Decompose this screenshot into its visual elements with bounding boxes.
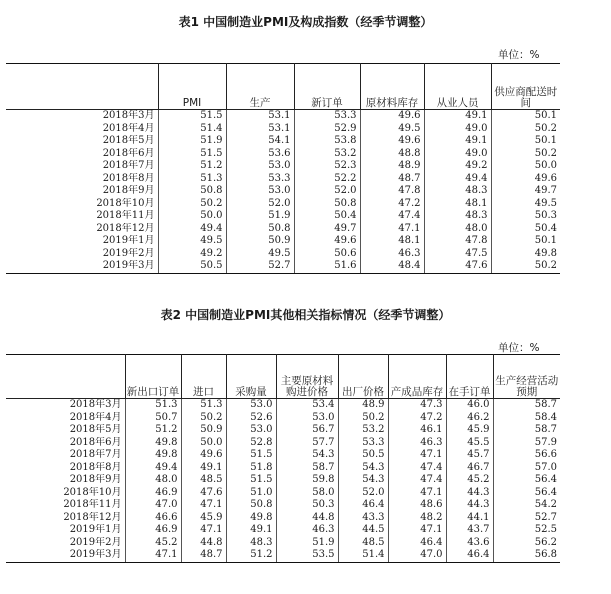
table-cell: 47.1 — [388, 449, 446, 462]
table-cell: 45.2 — [125, 537, 181, 550]
table-cell: 52.7 — [226, 260, 294, 273]
table-cell: 58.7 — [276, 462, 338, 475]
table-cell: 50.2 — [491, 123, 560, 136]
table-cell: 48.1 — [360, 235, 424, 248]
table-cell: 58.7 — [493, 399, 560, 412]
table-cell: 49.2 — [158, 248, 226, 261]
row-month-cell: 2018年4月 — [6, 412, 125, 425]
table-cell: 53.8 — [294, 135, 360, 148]
table-cell: 49.6 — [360, 110, 424, 123]
table-row — [6, 173, 560, 186]
table-cell: 47.0 — [125, 499, 181, 512]
table-cell: 50.1 — [491, 110, 560, 123]
row-month-cell: 2018年8月 — [6, 173, 158, 186]
table-cell: 58.0 — [276, 487, 338, 500]
table-row — [6, 160, 560, 173]
table-cell: 46.9 — [125, 524, 181, 537]
table-cell: 51.9 — [158, 135, 226, 148]
table-cell: 57.7 — [276, 437, 338, 450]
table-row — [6, 210, 560, 223]
table-cell: 53.6 — [226, 148, 294, 161]
table-cell: 52.0 — [226, 198, 294, 211]
table-cell: 58.7 — [493, 424, 560, 437]
table-row — [6, 449, 560, 462]
table-cell: 50.9 — [226, 235, 294, 248]
table1-col-header: 从业人员 — [424, 64, 491, 110]
table-cell: 49.6 — [491, 173, 560, 186]
table-cell: 52.7 — [493, 512, 560, 525]
table-cell: 51.0 — [226, 487, 276, 500]
table-cell: 51.8 — [226, 462, 276, 475]
table1-col-header: 供应商配送时间 — [491, 64, 560, 110]
table-cell: 46.1 — [388, 424, 446, 437]
row-month-cell: 2019年2月 — [6, 248, 158, 261]
table-cell: 54.3 — [338, 462, 388, 475]
table-cell: 48.1 — [424, 198, 491, 211]
table-cell: 49.1 — [181, 462, 226, 475]
table-cell: 44.1 — [446, 512, 493, 525]
table-cell: 54.2 — [493, 499, 560, 512]
table-row — [6, 148, 560, 161]
table-cell: 50.0 — [158, 210, 226, 223]
table-row — [6, 537, 560, 550]
table-cell: 46.7 — [446, 462, 493, 475]
table-cell: 48.5 — [181, 474, 226, 487]
table-cell: 44.5 — [338, 524, 388, 537]
table-cell: 52.3 — [294, 160, 360, 173]
table1-unit: 单位：% — [498, 49, 540, 61]
table-cell: 49.8 — [226, 512, 276, 525]
table-cell: 53.0 — [226, 399, 276, 412]
table-row — [6, 499, 560, 512]
table-cell: 52.6 — [226, 412, 276, 425]
table-cell: 51.4 — [338, 549, 388, 562]
table-cell: 47.1 — [388, 524, 446, 537]
table-cell: 54.3 — [338, 474, 388, 487]
table-cell: 51.2 — [226, 549, 276, 562]
table-cell: 52.9 — [294, 123, 360, 136]
row-month-cell: 2018年11月 — [6, 499, 125, 512]
table2-col-header: 出厂价格 — [338, 355, 388, 399]
table-cell: 51.9 — [276, 537, 338, 550]
row-month-cell: 2018年11月 — [6, 210, 158, 223]
table-cell: 57.0 — [493, 462, 560, 475]
table-cell: 47.2 — [360, 198, 424, 211]
table2-col-header: 在手订单 — [446, 355, 493, 399]
table-row — [6, 110, 560, 123]
table-cell: 49.4 — [158, 223, 226, 236]
table-cell: 54.1 — [226, 135, 294, 148]
row-month-cell: 2018年12月 — [6, 223, 158, 236]
table2 — [6, 354, 560, 563]
row-month-cell: 2018年10月 — [6, 198, 158, 211]
table2-col-header: 采购量 — [226, 355, 276, 399]
table-row — [6, 474, 560, 487]
table-cell: 49.8 — [491, 248, 560, 261]
table-cell: 50.4 — [294, 210, 360, 223]
row-month-cell: 2018年5月 — [6, 424, 125, 437]
table-cell: 45.9 — [446, 424, 493, 437]
table-cell: 50.2 — [491, 260, 560, 273]
table-cell: 44.8 — [276, 512, 338, 525]
table-cell: 45.5 — [446, 437, 493, 450]
table-cell: 50.1 — [491, 135, 560, 148]
table-cell: 53.0 — [226, 160, 294, 173]
table-cell: 48.7 — [181, 549, 226, 562]
table-row — [6, 260, 560, 273]
table-cell: 51.3 — [158, 173, 226, 186]
row-month-cell: 2018年9月 — [6, 474, 125, 487]
row-month-cell: 2019年1月 — [6, 524, 125, 537]
table-cell: 49.7 — [491, 185, 560, 198]
table-cell: 56.2 — [493, 537, 560, 550]
table-cell: 51.5 — [158, 148, 226, 161]
table-cell: 48.2 — [388, 512, 446, 525]
table-row — [6, 462, 560, 475]
table-cell: 47.4 — [388, 474, 446, 487]
table-cell: 53.4 — [276, 399, 338, 412]
table-cell: 56.4 — [493, 474, 560, 487]
table-cell: 50.0 — [491, 160, 560, 173]
table-cell: 54.3 — [276, 449, 338, 462]
table-cell: 43.3 — [338, 512, 388, 525]
table-row — [6, 135, 560, 148]
table-cell: 48.0 — [125, 474, 181, 487]
table-cell: 48.3 — [226, 537, 276, 550]
table-cell: 51.5 — [226, 474, 276, 487]
row-month-cell: 2018年6月 — [6, 437, 125, 450]
table2-col-header: 新出口订单 — [125, 355, 181, 399]
table-cell: 46.3 — [360, 248, 424, 261]
table-cell: 43.6 — [446, 537, 493, 550]
table-cell: 46.4 — [338, 499, 388, 512]
row-month-cell: 2018年3月 — [6, 110, 158, 123]
table-cell: 47.4 — [360, 210, 424, 223]
table-cell: 46.3 — [276, 524, 338, 537]
table-row — [6, 123, 560, 136]
row-month-cell: 2018年3月 — [6, 399, 125, 412]
table-cell: 50.2 — [491, 148, 560, 161]
table-cell: 46.2 — [446, 412, 493, 425]
table-cell: 48.0 — [424, 223, 491, 236]
table-cell: 50.8 — [158, 185, 226, 198]
table-cell: 49.8 — [125, 437, 181, 450]
table1-col-header — [6, 64, 158, 110]
table2-col-header: 产成品库存 — [388, 355, 446, 399]
table-cell: 59.8 — [276, 474, 338, 487]
table-cell: 47.6 — [424, 260, 491, 273]
table-cell: 53.0 — [226, 424, 276, 437]
table2-col-header: 主要原材料购进价格 — [276, 355, 338, 399]
table-cell: 50.3 — [276, 499, 338, 512]
table-cell: 45.9 — [181, 512, 226, 525]
table-cell: 43.7 — [446, 524, 493, 537]
table-cell: 51.3 — [181, 399, 226, 412]
table-row — [6, 185, 560, 198]
table1-title: 表1 中国制造业PMI及构成指数（经季节调整） — [178, 15, 433, 29]
row-month-cell: 2019年2月 — [6, 537, 125, 550]
table-cell: 49.5 — [360, 123, 424, 136]
table-cell: 48.7 — [360, 173, 424, 186]
table-cell: 50.5 — [338, 449, 388, 462]
table-cell: 53.1 — [226, 110, 294, 123]
table-cell: 46.4 — [388, 537, 446, 550]
table-cell: 50.7 — [125, 412, 181, 425]
table-row — [6, 399, 560, 412]
table-cell: 48.5 — [338, 537, 388, 550]
row-month-cell: 2018年9月 — [6, 185, 158, 198]
table1-col-header: PMI — [158, 64, 226, 110]
table2-unit: 单位：% — [498, 342, 540, 354]
table-cell: 52.5 — [493, 524, 560, 537]
table-cell: 56.6 — [493, 449, 560, 462]
table-cell: 49.4 — [125, 462, 181, 475]
table-cell: 47.8 — [360, 185, 424, 198]
table-cell: 50.3 — [491, 210, 560, 223]
table-cell: 50.2 — [158, 198, 226, 211]
table-cell: 56.8 — [493, 549, 560, 562]
table-cell: 45.2 — [446, 474, 493, 487]
table-cell: 47.1 — [181, 499, 226, 512]
table1-body — [6, 110, 560, 274]
table-cell: 50.0 — [181, 437, 226, 450]
row-month-cell: 2018年4月 — [6, 123, 158, 136]
table-cell: 47.1 — [125, 549, 181, 562]
table1 — [6, 63, 560, 274]
table-cell: 58.4 — [493, 412, 560, 425]
table-cell: 51.3 — [125, 399, 181, 412]
table-cell: 50.4 — [491, 223, 560, 236]
table-cell: 47.1 — [181, 524, 226, 537]
row-month-cell: 2018年5月 — [6, 135, 158, 148]
table-cell: 50.6 — [294, 248, 360, 261]
table-cell: 52.8 — [226, 437, 276, 450]
table-cell: 50.5 — [158, 260, 226, 273]
table-cell: 49.0 — [424, 148, 491, 161]
table-cell: 50.2 — [181, 412, 226, 425]
table-cell: 47.6 — [181, 487, 226, 500]
table-cell: 50.1 — [491, 235, 560, 248]
table-cell: 50.8 — [294, 198, 360, 211]
row-month-cell: 2018年6月 — [6, 148, 158, 161]
table-cell: 53.2 — [294, 148, 360, 161]
table-cell: 47.5 — [424, 248, 491, 261]
table-row — [6, 512, 560, 525]
table-cell: 49.2 — [424, 160, 491, 173]
table-row — [6, 412, 560, 425]
table-cell: 47.3 — [388, 399, 446, 412]
table-cell: 49.8 — [125, 449, 181, 462]
table-cell: 52.0 — [294, 185, 360, 198]
table-row — [6, 223, 560, 236]
table-cell: 51.4 — [158, 123, 226, 136]
table-cell: 48.3 — [424, 185, 491, 198]
table-row — [6, 549, 560, 562]
table-cell: 53.1 — [226, 123, 294, 136]
table-cell: 49.4 — [424, 173, 491, 186]
table-cell: 48.9 — [360, 160, 424, 173]
table1-col-header: 生产 — [226, 64, 294, 110]
table-cell: 47.2 — [388, 412, 446, 425]
table-cell: 47.1 — [360, 223, 424, 236]
table-cell: 50.9 — [181, 424, 226, 437]
table-cell: 49.6 — [294, 235, 360, 248]
table-cell: 48.4 — [360, 260, 424, 273]
table-cell: 50.8 — [226, 223, 294, 236]
table-cell: 49.7 — [294, 223, 360, 236]
table-cell: 46.9 — [125, 487, 181, 500]
table-row — [6, 487, 560, 500]
table-cell: 51.2 — [125, 424, 181, 437]
row-month-cell: 2018年7月 — [6, 449, 125, 462]
row-month-cell: 2019年3月 — [6, 549, 125, 562]
row-month-cell: 2019年3月 — [6, 260, 158, 273]
table-cell: 51.2 — [158, 160, 226, 173]
table-cell: 49.6 — [360, 135, 424, 148]
table-row — [6, 437, 560, 450]
table-cell: 49.5 — [158, 235, 226, 248]
table-row — [6, 235, 560, 248]
table1-col-header: 原材料库存 — [360, 64, 424, 110]
table-cell: 48.6 — [388, 499, 446, 512]
table2-col-header: 生产经营活动预期 — [493, 355, 560, 399]
table2-body — [6, 399, 560, 563]
table2-title: 表2 中国制造业PMI其他相关指标情况（经季节调整） — [160, 308, 451, 322]
row-month-cell: 2018年8月 — [6, 462, 125, 475]
row-month-cell: 2018年12月 — [6, 512, 125, 525]
table-cell: 46.4 — [446, 549, 493, 562]
table-cell: 44.3 — [446, 487, 493, 500]
table-row — [6, 248, 560, 261]
table-cell: 51.5 — [226, 449, 276, 462]
table2-col-header — [6, 355, 125, 399]
table-cell: 46.3 — [388, 437, 446, 450]
table-cell: 53.3 — [338, 437, 388, 450]
table-cell: 52.2 — [294, 173, 360, 186]
table1-col-header: 新订单 — [294, 64, 360, 110]
table-cell: 49.6 — [181, 449, 226, 462]
table-cell: 47.0 — [388, 549, 446, 562]
table-cell: 47.4 — [388, 462, 446, 475]
table-cell: 44.8 — [181, 537, 226, 550]
table-cell: 49.1 — [226, 524, 276, 537]
table2-col-header: 进口 — [181, 355, 226, 399]
table-cell: 53.0 — [226, 185, 294, 198]
table-cell: 48.9 — [338, 399, 388, 412]
table-cell: 51.5 — [158, 110, 226, 123]
table-cell: 46.0 — [446, 399, 493, 412]
table-cell: 49.5 — [226, 248, 294, 261]
row-month-cell: 2019年1月 — [6, 235, 158, 248]
table-cell: 57.9 — [493, 437, 560, 450]
table2-header-row — [6, 355, 560, 399]
table-cell: 49.1 — [424, 110, 491, 123]
table-row — [6, 424, 560, 437]
table-cell: 53.2 — [338, 424, 388, 437]
table-cell: 46.6 — [125, 512, 181, 525]
table-cell: 50.2 — [338, 412, 388, 425]
table-cell: 48.3 — [424, 210, 491, 223]
table-cell: 51.9 — [226, 210, 294, 223]
table-cell: 52.0 — [338, 487, 388, 500]
table-cell: 49.1 — [424, 135, 491, 148]
table1-header-row — [6, 64, 560, 110]
table-cell: 50.8 — [226, 499, 276, 512]
table-cell: 53.5 — [276, 549, 338, 562]
table-row — [6, 524, 560, 537]
table-cell: 47.1 — [388, 487, 446, 500]
table-cell: 56.7 — [276, 424, 338, 437]
table-cell: 53.0 — [276, 412, 338, 425]
row-month-cell: 2018年7月 — [6, 160, 158, 173]
table-cell: 47.8 — [424, 235, 491, 248]
table-cell: 53.3 — [226, 173, 294, 186]
table-cell: 44.3 — [446, 499, 493, 512]
table-cell: 56.4 — [493, 487, 560, 500]
table-cell: 49.5 — [491, 198, 560, 211]
row-month-cell: 2018年10月 — [6, 487, 125, 500]
table-cell: 48.8 — [360, 148, 424, 161]
table-cell: 51.6 — [294, 260, 360, 273]
table-cell: 53.3 — [294, 110, 360, 123]
table-cell: 45.7 — [446, 449, 493, 462]
table-row — [6, 198, 560, 211]
table-cell: 49.0 — [424, 123, 491, 136]
